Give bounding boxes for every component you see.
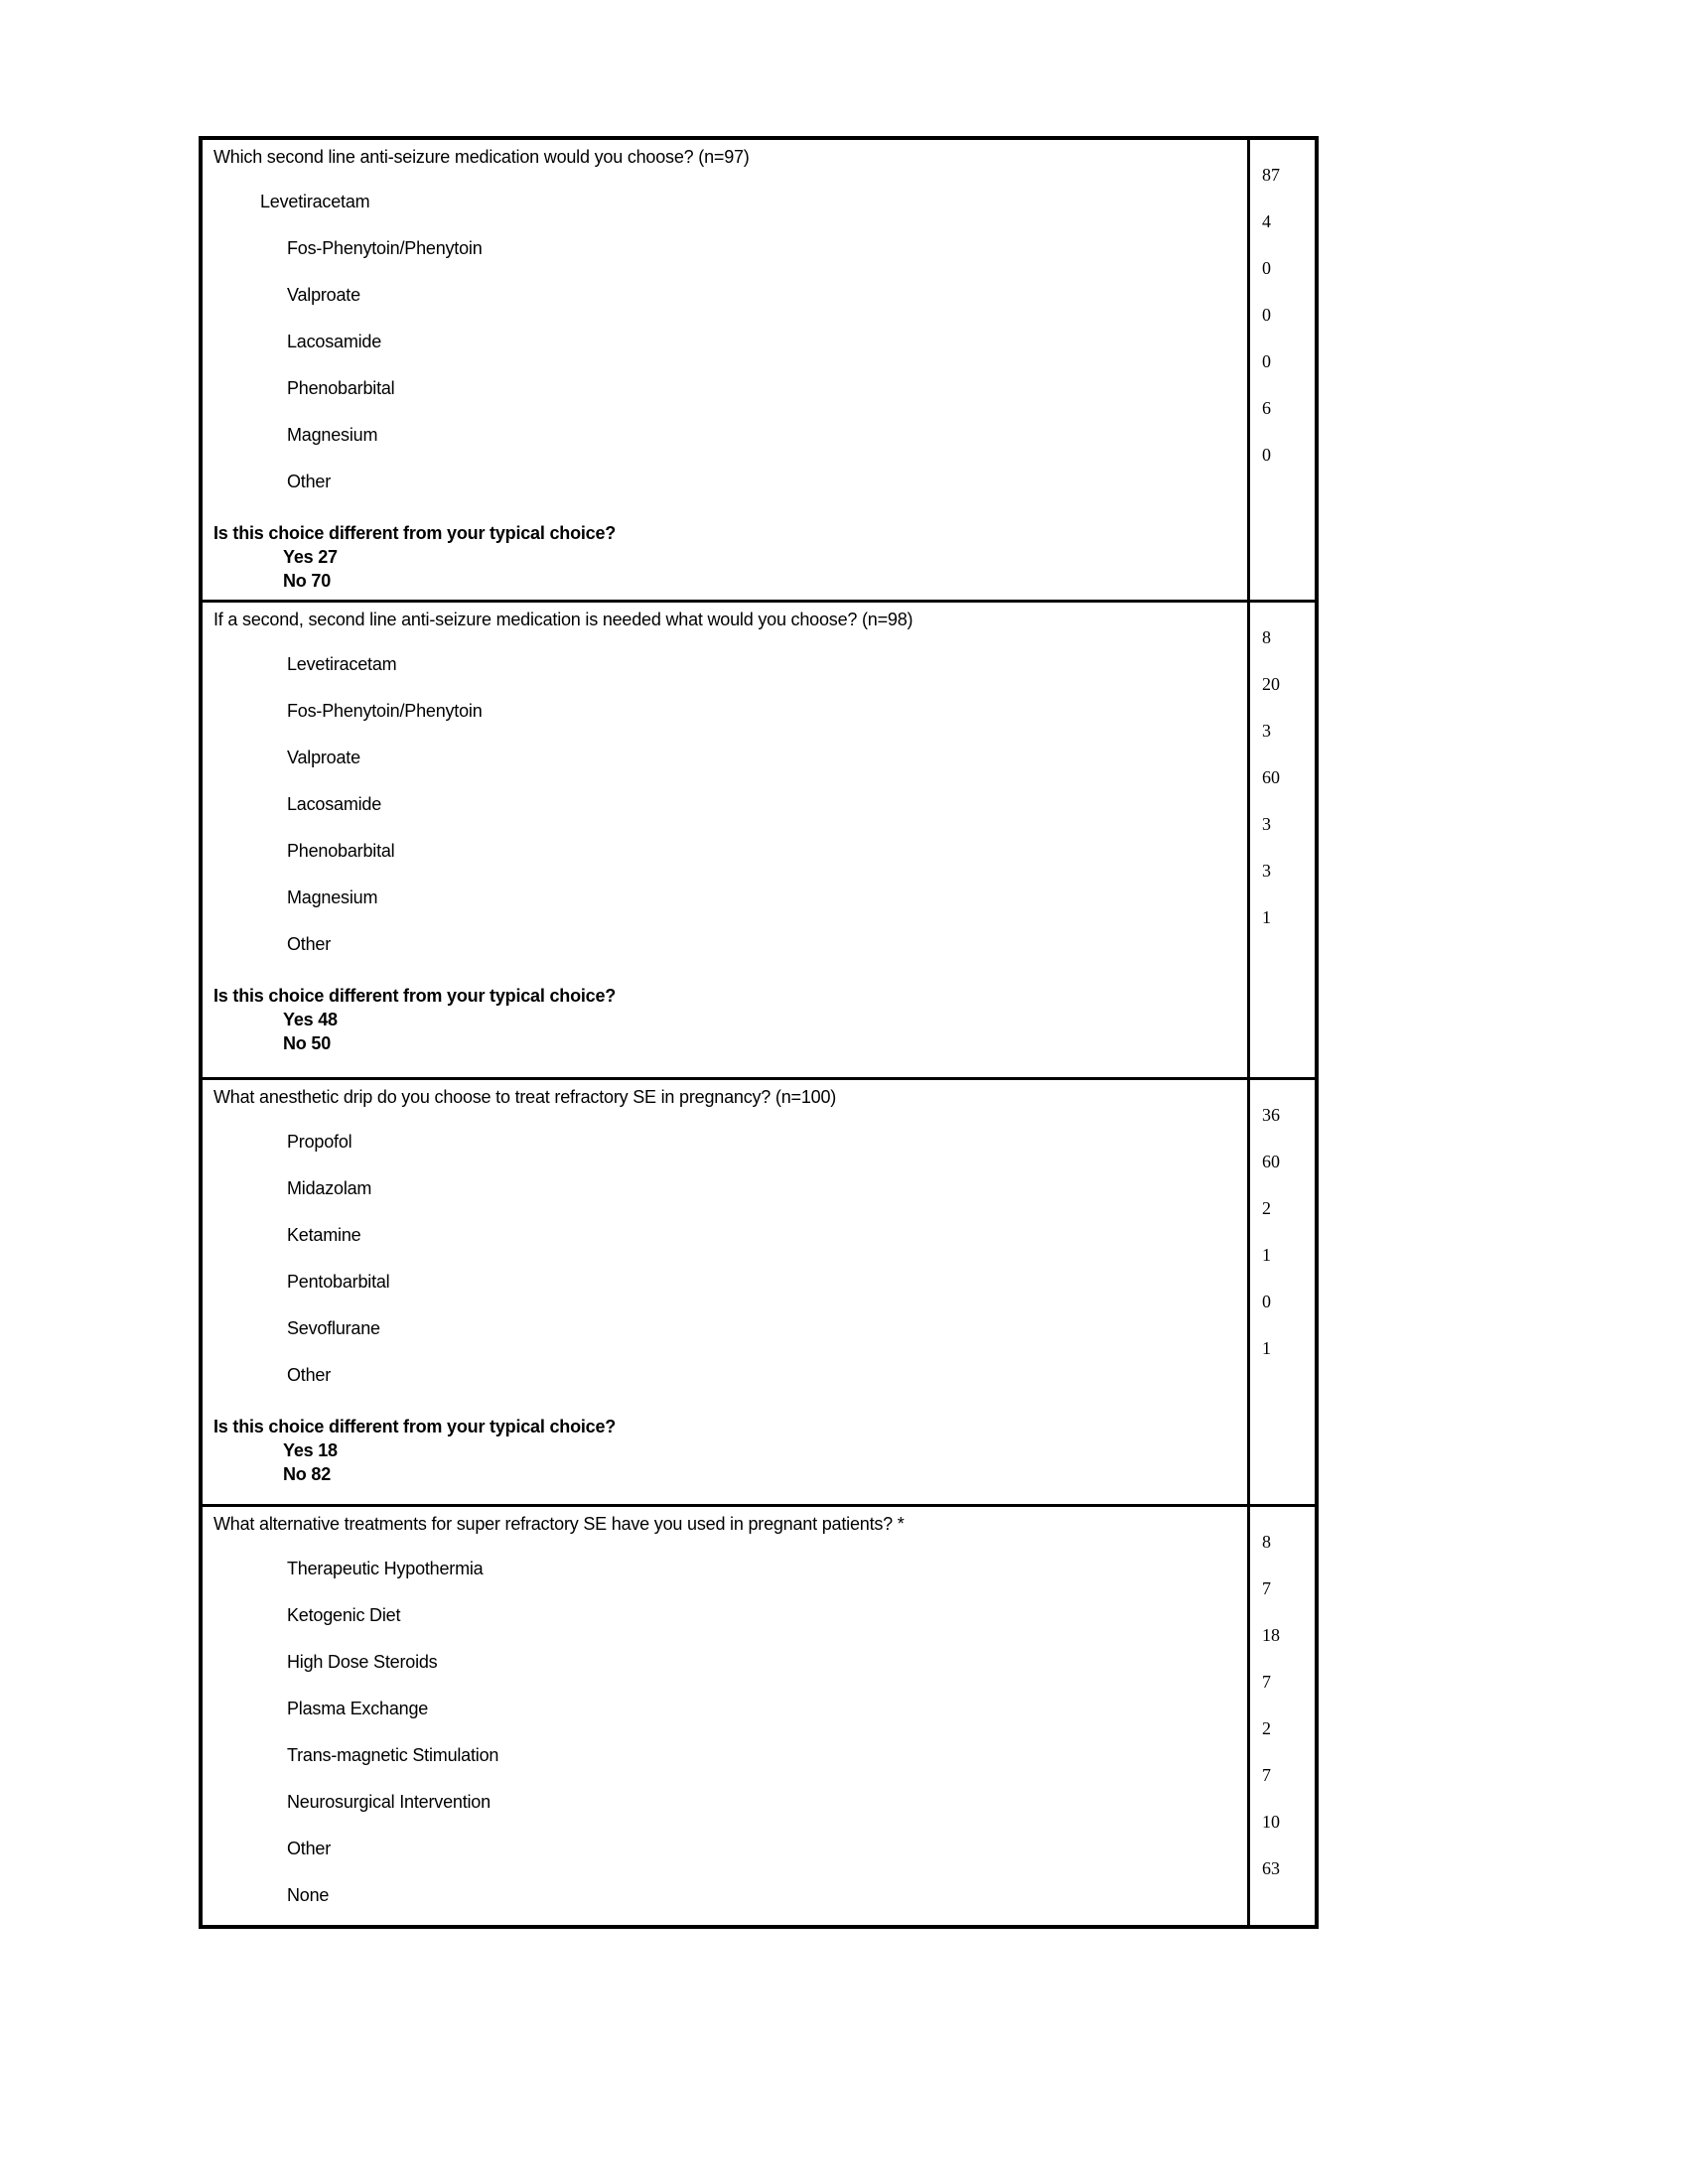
counts-cell	[1247, 1507, 1312, 1925]
question-cell	[203, 1080, 1247, 1504]
option-count: 0	[1262, 1292, 1271, 1311]
followup-answer: No 50	[283, 1033, 332, 1053]
options-list	[213, 1131, 1247, 1387]
option-label: Magnesium	[287, 887, 378, 907]
option-count: 7	[1262, 1672, 1271, 1692]
question-section-3	[203, 1080, 1315, 1507]
survey-results-table	[199, 136, 1319, 1929]
option-label: Valproate	[287, 748, 360, 767]
option-label: Other	[287, 1365, 332, 1385]
option-count: 0	[1262, 445, 1271, 465]
option-count: 1	[1262, 907, 1271, 927]
option-label: Valproate	[287, 285, 360, 305]
question-cell	[203, 603, 1247, 1077]
question-section-2	[203, 603, 1315, 1080]
option-count: 7	[1262, 1765, 1271, 1785]
followup-question: Is this choice different from your typical choice?	[213, 986, 617, 1006]
option-count: 6	[1262, 398, 1271, 418]
option-label: Other	[287, 472, 332, 491]
option-label: Therapeutic Hypothermia	[287, 1559, 484, 1578]
option-label: Fos-Phenytoin/Phenytoin	[287, 238, 483, 258]
question-section-4	[203, 1507, 1315, 1925]
option-label: Propofol	[287, 1132, 352, 1152]
option-count: 7	[1262, 1578, 1271, 1598]
followup-block	[213, 1415, 1247, 1486]
option-label: Other	[287, 1839, 332, 1858]
option-label: Phenobarbital	[287, 378, 395, 398]
option-label: Ketamine	[287, 1225, 361, 1245]
option-count: 60	[1262, 1152, 1280, 1171]
option-count: 3	[1262, 721, 1271, 741]
question-cell	[203, 140, 1247, 600]
option-label: Phenobarbital	[287, 841, 395, 861]
options-list	[213, 191, 1247, 493]
question-text: Which second line anti-seizure medication would you choose? (n=97)	[213, 147, 750, 167]
option-count: 20	[1262, 674, 1280, 694]
counts-cell	[1247, 1080, 1312, 1504]
option-label: Levetiracetam	[260, 192, 370, 211]
followup-answers	[213, 1008, 1247, 1055]
option-count: 0	[1262, 351, 1271, 371]
counts-cell	[1247, 140, 1312, 600]
options-list	[213, 1558, 1247, 1907]
option-count: 63	[1262, 1858, 1280, 1878]
option-label: Neurosurgical Intervention	[287, 1792, 491, 1812]
question-cell	[203, 1507, 1247, 1925]
option-label: Midazolam	[287, 1178, 372, 1198]
option-label: Lacosamide	[287, 794, 382, 814]
option-count: 0	[1262, 305, 1271, 325]
option-count: 8	[1262, 1532, 1271, 1552]
question-text: If a second, second line anti-seizure medication is needed what would you choose? (n=98)	[213, 610, 914, 629]
options-list	[213, 653, 1247, 956]
option-count: 4	[1262, 211, 1271, 231]
followup-answer: Yes 48	[283, 1010, 338, 1029]
followup-answer: No 70	[283, 571, 332, 591]
option-count: 0	[1262, 258, 1271, 278]
option-label: Ketogenic Diet	[287, 1605, 401, 1625]
option-count: 87	[1262, 165, 1280, 185]
followup-answer: No 82	[283, 1464, 332, 1484]
option-label: Fos-Phenytoin/Phenytoin	[287, 701, 483, 721]
option-count: 3	[1262, 814, 1271, 834]
followup-answers	[213, 545, 1247, 593]
option-label: Plasma Exchange	[287, 1699, 429, 1718]
option-count: 8	[1262, 627, 1271, 647]
option-label: Pentobarbital	[287, 1272, 390, 1292]
followup-block	[213, 984, 1247, 1055]
option-label: Magnesium	[287, 425, 378, 445]
option-label: None	[287, 1885, 330, 1905]
option-count: 1	[1262, 1245, 1271, 1265]
option-count: 18	[1262, 1625, 1280, 1645]
option-label: Sevoflurane	[287, 1318, 380, 1338]
question-text: What anesthetic drip do you choose to treat refractory SE in pregnancy? (n=100)	[213, 1087, 837, 1107]
followup-block	[213, 521, 1247, 593]
option-count: 10	[1262, 1812, 1280, 1832]
option-label: Other	[287, 934, 332, 954]
option-count: 2	[1262, 1198, 1271, 1218]
option-count: 1	[1262, 1338, 1271, 1358]
option-label: Lacosamide	[287, 332, 382, 351]
option-count: 3	[1262, 861, 1271, 881]
option-label: Levetiracetam	[287, 654, 397, 674]
option-count: 36	[1262, 1105, 1280, 1125]
followup-question: Is this choice different from your typical choice?	[213, 523, 617, 543]
option-label: High Dose Steroids	[287, 1652, 438, 1672]
followup-answer: Yes 27	[283, 547, 338, 567]
question-section-1	[203, 140, 1315, 603]
question-text: What alternative treatments for super refractory SE have you used in pregnant patients? *	[213, 1514, 905, 1534]
option-count: 60	[1262, 767, 1280, 787]
option-label: Trans-magnetic Stimulation	[287, 1745, 499, 1765]
counts-cell	[1247, 603, 1312, 1077]
followup-question: Is this choice different from your typical choice?	[213, 1417, 617, 1436]
followup-answers	[213, 1438, 1247, 1486]
option-count: 2	[1262, 1718, 1271, 1738]
followup-answer: Yes 18	[283, 1440, 338, 1460]
